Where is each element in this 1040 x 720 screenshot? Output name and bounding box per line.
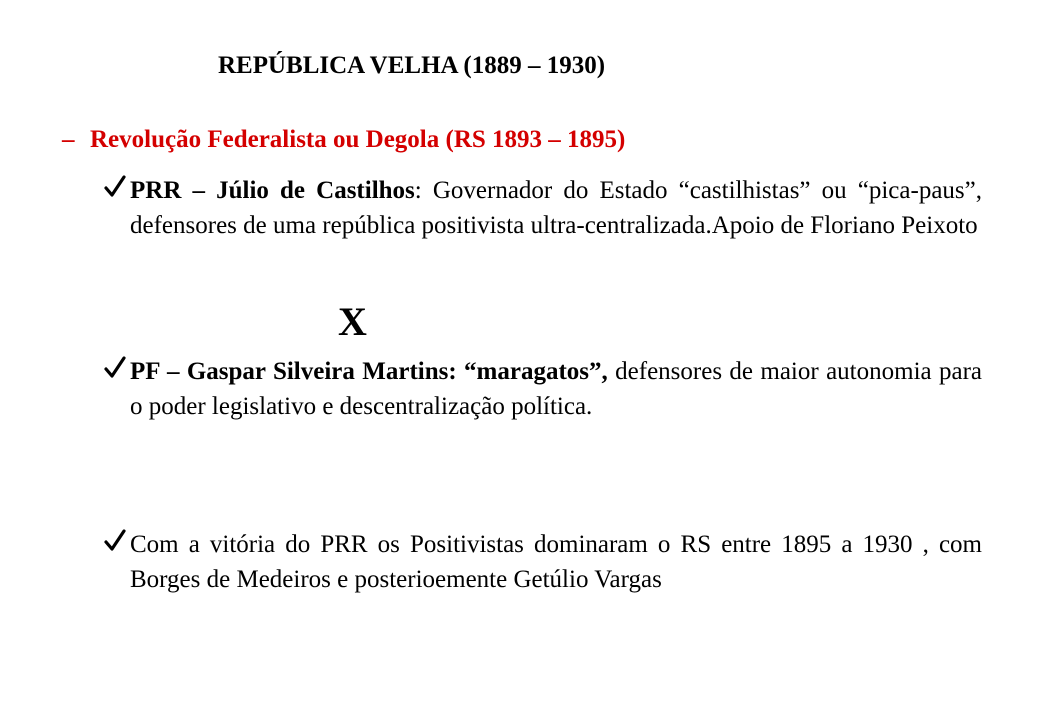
checkmark-icon	[104, 528, 126, 554]
versus-mark: X	[338, 299, 367, 344]
subtitle-dash: –	[62, 126, 75, 153]
bullet-vitoria-text	[130, 527, 982, 597]
bullet-pf-text	[130, 354, 982, 424]
bullet-vitoria	[104, 527, 982, 597]
slide-subtitle	[62, 126, 625, 154]
bullet-pf-rest: defensores de maior autonomia para o poder legislativo e descentralização política.	[130, 358, 982, 420]
bullet-pf-bold: PF – Gaspar Silveira Martins: “maragatos”,	[130, 358, 608, 385]
bullet-prr-text	[130, 173, 982, 243]
slide-title: REPÚBLICA VELHA (1889 – 1930)	[218, 52, 606, 79]
checkmark-icon	[104, 174, 126, 200]
bullet-prr-rest: : Governador do Estado “castilhistas” ou “pica-paus”, defensores de uma república positivista ultra-centralizada.Apoio de Floriano Peixoto	[130, 177, 982, 239]
subtitle-text: Revolução Federalista ou Degola (RS 1893 – 1895)	[90, 126, 626, 153]
bullet-pf	[104, 354, 982, 424]
checkmark-icon	[104, 355, 126, 381]
bullet-vitoria-rest: Com a vitória do PRR os Positivistas dominaram o RS entre 1895 a 1930 , com Borges de Medeiros e posterioemente Getúlio Vargas	[130, 531, 982, 593]
bullet-prr-bold: PRR – Júlio de Castilhos	[130, 177, 415, 204]
bullet-prr	[104, 173, 982, 243]
